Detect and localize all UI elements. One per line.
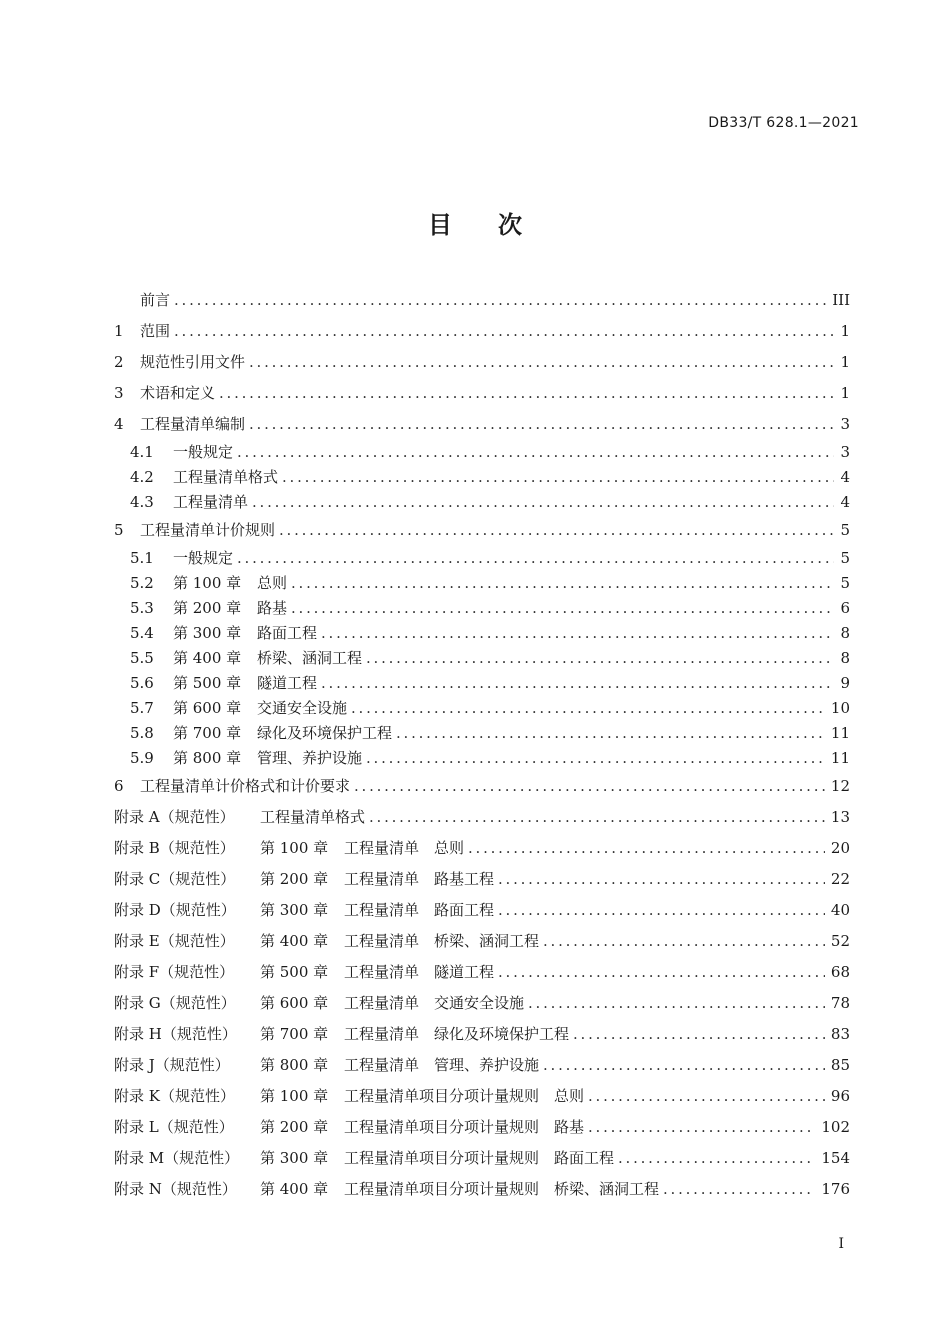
toc-entry[interactable] [114,1019,850,1050]
toc-section-number: 5.5 [130,649,154,667]
toc-entry[interactable] [114,409,850,440]
toc-entry-label [114,1081,588,1112]
toc-chapter-label: 第 100 章 [173,574,242,592]
document-code: DB33/T 628.1—2021 [708,115,859,131]
toc-entry-label [130,465,282,490]
toc-entry-title: 工程量清单格式 [260,808,366,826]
toc-entry[interactable] [114,621,850,646]
toc-page-number: 40 [830,901,850,919]
toc-entry[interactable] [114,802,850,833]
toc-entry-label [130,671,321,696]
toc-leader-dots [468,833,825,864]
toc-page-number: 1 [840,322,850,340]
toc-leader-dots [237,440,834,465]
toc-leader-dots [249,409,834,440]
toc-entry-title: 绿化及环境保护工程 [257,724,393,742]
toc-chapter-label: 第 400 章 [260,932,329,950]
toc-section-number: 4 [114,415,124,433]
toc-entry-title: 隧道工程 [257,674,318,692]
toc-entry[interactable] [114,571,850,596]
toc-entry-label [114,864,498,895]
toc-chapter-label: 第 200 章 [260,870,329,888]
toc-leader-dots [321,621,834,646]
toc-entry-title: 工程量清单 绿化及环境保护工程 [344,1025,570,1043]
toc-appendix-label: 附录 J（规范性） [114,1056,230,1074]
toc-entry-label [114,895,498,926]
toc-section-number: 2 [114,353,124,371]
toc-appendix-label: 附录 H（规范性） [114,1025,237,1043]
toc-entry[interactable] [114,347,850,378]
toc-entry[interactable] [114,285,850,316]
toc-entry-label [114,347,249,378]
toc-appendix-label: 附录 M（规范性） [114,1149,240,1167]
toc-page-number: 22 [830,870,850,888]
toc-page-number: 68 [830,963,850,981]
toc-page-number: 52 [830,932,850,950]
toc-entry-label [114,378,219,409]
toc-page-number: 13 [830,808,850,826]
toc-leader-dots [237,546,834,571]
toc-leader-dots [291,596,834,621]
toc-leader-dots [543,926,825,957]
toc-page-number: 5 [840,574,850,592]
toc-appendix-label: 附录 C（规范性） [114,870,236,888]
toc-page-number: 10 [830,699,850,717]
toc-entry-label [114,957,498,988]
toc-page-number: III [832,291,850,309]
toc-page-number: 176 [821,1180,850,1198]
toc-page-number: 1 [840,384,850,402]
toc-leader-dots [174,285,826,316]
toc-entry-title: 工程量清单编制 [140,415,246,433]
toc-entry-title: 路基 [257,599,288,617]
toc-entry-title: 交通安全设施 [257,699,348,717]
toc-entry-title: 桥梁、涵洞工程 [257,649,363,667]
toc-entry[interactable] [114,926,850,957]
page-number: I [838,1236,844,1252]
toc-page-number: 20 [830,839,850,857]
toc-section-number: 4.1 [130,443,154,461]
toc-section-number: 1 [114,322,124,340]
toc-entry-title: 术语和定义 [140,384,216,402]
toc-entry[interactable] [114,440,850,465]
toc-entry-label [130,440,237,465]
toc-entry-label [114,409,249,440]
toc-entry-title: 一般规定 [173,443,234,461]
toc-page-number: 83 [830,1025,850,1043]
toc-section-number: 5.7 [130,699,154,717]
toc-page-number: 85 [830,1056,850,1074]
toc-chapter-label: 第 100 章 [260,1087,329,1105]
toc-chapter-label: 第 400 章 [260,1180,329,1198]
toc-entry[interactable] [114,465,850,490]
toc-leader-dots [663,1174,815,1205]
toc-appendix-label: 附录 G（规范性） [114,994,236,1012]
toc-appendix-label: 附录 E（规范性） [114,932,235,950]
toc-entry[interactable] [114,895,850,926]
toc-entry[interactable] [114,646,850,671]
toc-entry-title: 工程量清单项目分项计量规则 桥梁、涵洞工程 [344,1180,660,1198]
toc-section-number: 5 [114,521,124,539]
toc-entry-label [130,646,366,671]
toc-section-number: 5.3 [130,599,154,617]
toc-appendix-label: 附录 D（规范性） [114,901,236,919]
toc-entry[interactable] [114,671,850,696]
toc-leader-dots [573,1019,825,1050]
toc-entry[interactable] [114,490,850,515]
toc-chapter-label: 第 200 章 [173,599,242,617]
toc-entry[interactable] [114,696,850,721]
toc-chapter-label: 第 300 章 [173,624,242,642]
toc-section-number: 6 [114,777,124,795]
toc-leader-dots [498,864,825,895]
toc-entry[interactable] [114,771,850,802]
toc-chapter-label: 第 800 章 [173,749,242,767]
toc-entry-title: 工程量清单项目分项计量规则 路基 [344,1118,585,1136]
toc-page-number: 12 [830,777,850,795]
toc-entry-title: 一般规定 [173,549,234,567]
toc-entry-label [130,721,396,746]
toc-entry-label [114,515,279,546]
toc-entry-label [114,1112,588,1143]
toc-entry[interactable] [114,1112,850,1143]
toc-leader-dots [498,957,825,988]
toc-entry-label [130,621,321,646]
toc-entry-title: 范围 [140,322,171,340]
toc-entry[interactable] [114,1174,850,1205]
toc-page-number: 11 [830,749,850,767]
toc-page-number: 3 [840,443,850,461]
toc-page-number: 5 [840,549,850,567]
toc-leader-dots [618,1143,815,1174]
toc-chapter-label: 第 300 章 [260,901,329,919]
toc-page-number: 4 [840,493,850,511]
toc-appendix-label: 附录 K（规范性） [114,1087,235,1105]
toc-page-number: 96 [830,1087,850,1105]
toc-entry-title: 工程量清单 路面工程 [344,901,495,919]
toc-entry-title: 工程量清单 总则 [344,839,465,857]
toc-section-number: 4.2 [130,468,154,486]
toc-entry[interactable] [114,1081,850,1112]
toc-entry-title: 工程量清单计价规则 [140,521,276,539]
toc-chapter-label: 第 800 章 [260,1056,329,1074]
toc-entry-title: 前言 [140,291,171,309]
toc-entry-label [114,1019,573,1050]
toc-entry-title: 工程量清单 桥梁、涵洞工程 [344,932,540,950]
toc-page-number: 8 [840,649,850,667]
toc-entry-label [114,833,468,864]
toc-entry-title: 规范性引用文件 [140,353,246,371]
toc-page-number: 5 [840,521,850,539]
toc-entry-label [130,696,351,721]
toc-leader-dots [282,465,834,490]
toc-section-number: 3 [114,384,124,402]
toc-entry-label [130,546,237,571]
toc-appendix-label: 附录 A（规范性） [114,808,235,826]
toc-entry[interactable] [114,596,850,621]
toc-entry[interactable] [114,378,850,409]
toc-page-number: 4 [840,468,850,486]
toc-section-number: 5.8 [130,724,154,742]
toc-leader-dots [174,316,834,347]
toc-entry-title: 工程量清单 隧道工程 [344,963,495,981]
toc-entry-label [114,1174,663,1205]
toc-appendix-label: 附录 N（规范性） [114,1180,237,1198]
toc-entry[interactable] [114,721,850,746]
toc-leader-dots [528,988,825,1019]
toc-section-number: 5.1 [130,549,154,567]
toc-chapter-label: 第 600 章 [260,994,329,1012]
toc-entry-title: 工程量清单 管理、养护设施 [344,1056,540,1074]
toc-entry[interactable] [114,1143,850,1174]
toc-entry-label [130,746,366,771]
toc-entry-label [130,571,291,596]
toc-entry-title: 工程量清单格式 [173,468,279,486]
toc-entry[interactable] [114,833,850,864]
toc-entry-title: 管理、养护设施 [257,749,363,767]
toc-entry[interactable] [114,864,850,895]
toc-entry-label [130,490,252,515]
toc-leader-dots [219,378,834,409]
toc-chapter-label: 第 300 章 [260,1149,329,1167]
toc-entry-label [114,802,369,833]
toc-entry-title: 工程量清单计价格式和计价要求 [140,777,351,795]
toc-page-number: 9 [840,674,850,692]
toc-chapter-label: 第 700 章 [260,1025,329,1043]
toc-page-number: 3 [840,415,850,433]
toc-entry-title: 工程量清单项目分项计量规则 路面工程 [344,1149,615,1167]
toc-page-number: 1 [840,353,850,371]
toc-section-number: 4.3 [130,493,154,511]
toc-entry-title: 工程量清单 [173,493,249,511]
toc-entry[interactable] [114,316,850,347]
toc-chapter-label: 第 500 章 [173,674,242,692]
toc-leader-dots [321,671,834,696]
toc-chapter-label: 第 400 章 [173,649,242,667]
toc-leader-dots [369,802,825,833]
toc-entry-label [114,1143,618,1174]
toc-leader-dots [249,347,834,378]
toc-section-number: 5.4 [130,624,154,642]
toc-page-number: 102 [821,1118,850,1136]
toc-page-number: 11 [830,724,850,742]
toc-entry-title: 工程量清单项目分项计量规则 总则 [344,1087,585,1105]
toc-chapter-label: 第 200 章 [260,1118,329,1136]
toc-entry-label [114,285,174,316]
toc-page-number: 6 [840,599,850,617]
toc-chapter-label: 第 500 章 [260,963,329,981]
toc-entry-title: 路面工程 [257,624,318,642]
toc-section-number: 5.9 [130,749,154,767]
toc-chapter-label: 第 700 章 [173,724,242,742]
toc-page-number: 78 [830,994,850,1012]
toc-entry-title: 工程量清单 路基工程 [344,870,495,888]
toc-appendix-label: 附录 F（规范性） [114,963,235,981]
toc-entry-title: 总则 [257,574,288,592]
toc-entry[interactable] [114,515,850,546]
toc-leader-dots [396,721,825,746]
toc-entry-label [130,596,291,621]
toc-entry[interactable] [114,546,850,571]
toc-entry-label [114,771,354,802]
toc-leader-dots [366,746,825,771]
toc-entry-label [114,926,543,957]
toc-entry-label [114,316,174,347]
toc-leader-dots [588,1081,825,1112]
toc-appendix-label: 附录 L（规范性） [114,1118,234,1136]
toc-leader-dots [588,1112,815,1143]
toc-page-number: 8 [840,624,850,642]
toc-leader-dots [351,696,825,721]
toc-appendix-label: 附录 B（规范性） [114,839,235,857]
toc-entry-label [114,988,528,1019]
toc-entry[interactable] [114,1050,850,1081]
toc-entry[interactable] [114,957,850,988]
toc-section-number: 5.6 [130,674,154,692]
table-of-contents [114,285,850,1205]
toc-entry[interactable] [114,746,850,771]
page-title: 目次 [428,211,568,239]
toc-leader-dots [291,571,834,596]
toc-leader-dots [498,895,825,926]
toc-leader-dots [252,490,834,515]
toc-entry-title: 工程量清单 交通安全设施 [344,994,525,1012]
toc-leader-dots [354,771,825,802]
toc-chapter-label: 第 100 章 [260,839,329,857]
toc-page-number: 154 [821,1149,850,1167]
toc-entry-label [114,1050,543,1081]
toc-entry[interactable] [114,988,850,1019]
toc-leader-dots [366,646,834,671]
toc-chapter-label: 第 600 章 [173,699,242,717]
toc-leader-dots [279,515,834,546]
toc-section-number: 5.2 [130,574,154,592]
toc-leader-dots [543,1050,825,1081]
